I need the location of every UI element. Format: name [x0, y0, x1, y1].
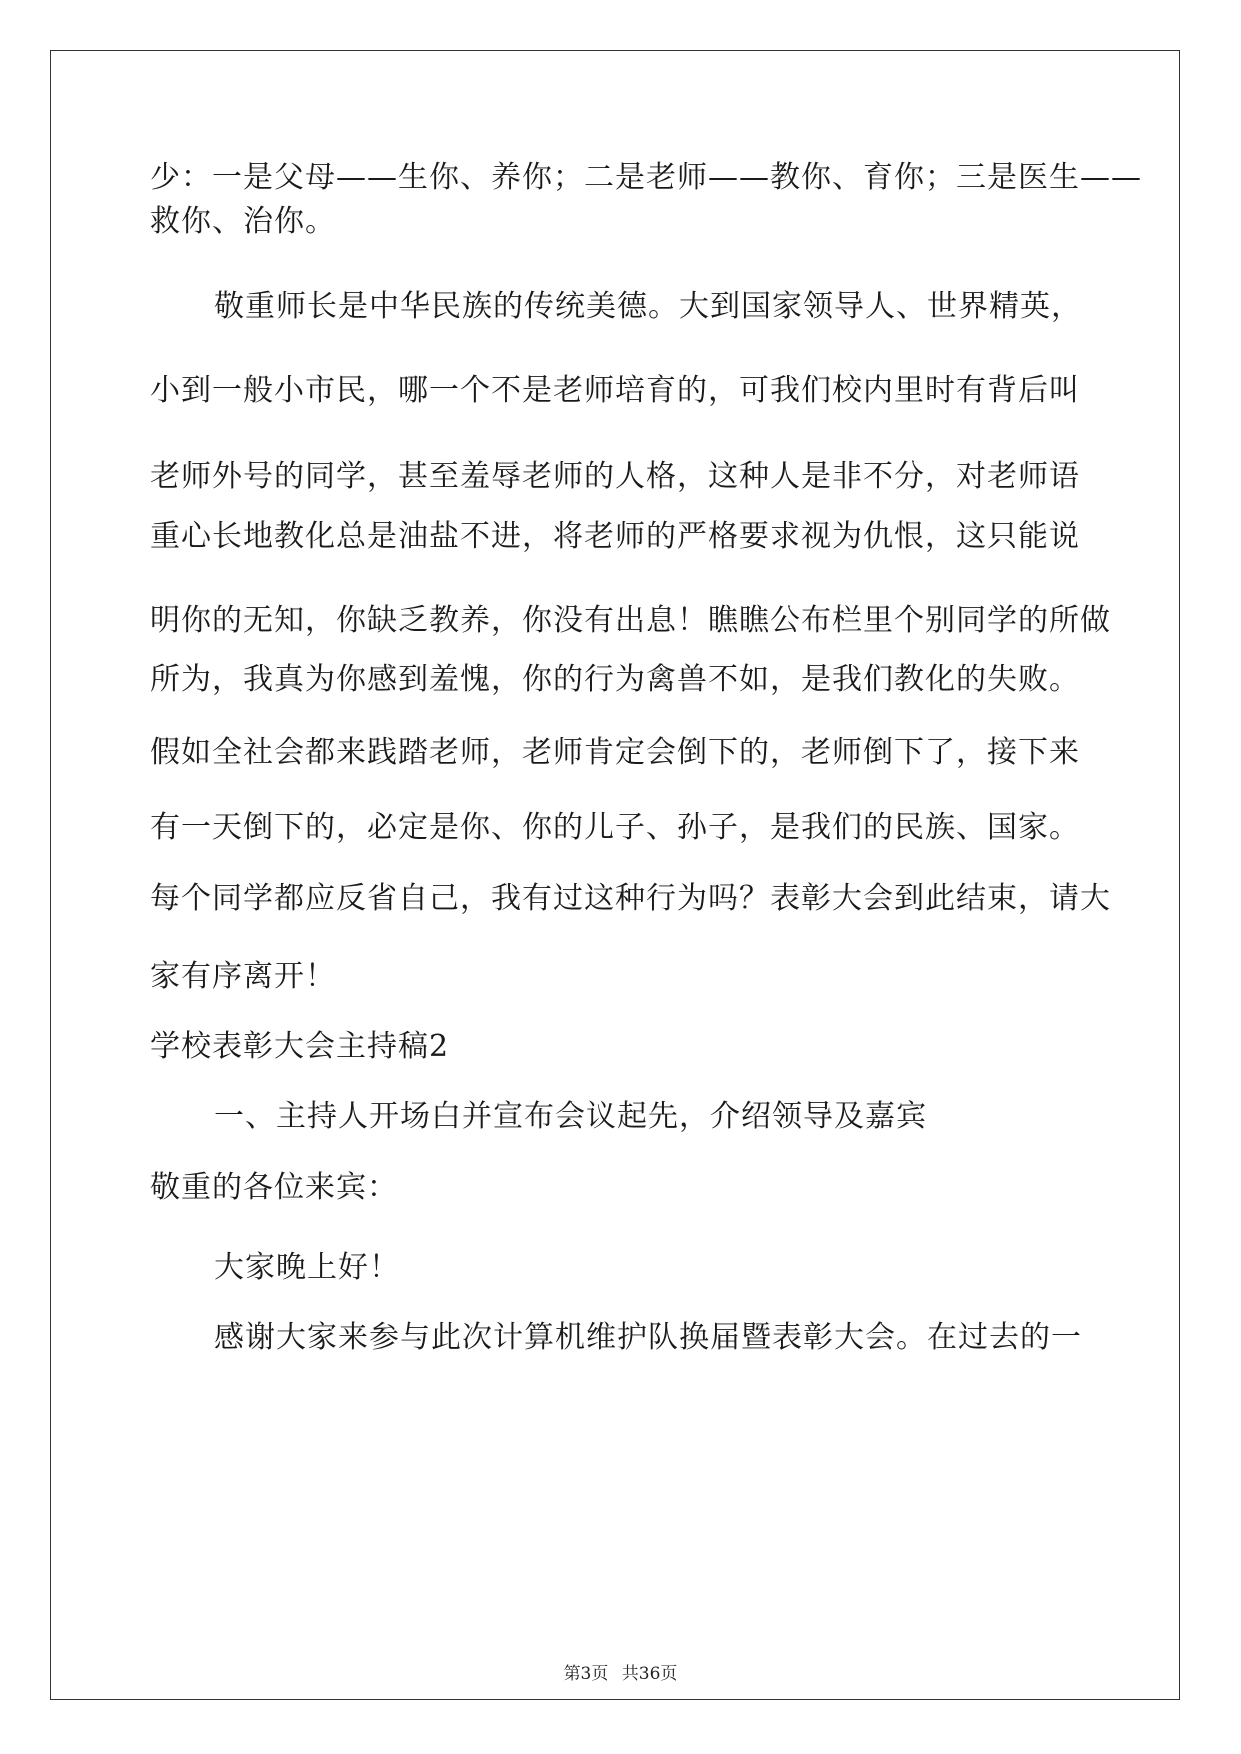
text-line: 每个同学都应反省自己，我有过这种行为吗？表彰大会到此结束，请大: [150, 881, 1111, 916]
page-footer: [0, 1664, 1241, 1684]
section-heading: 学校表彰大会主持稿2: [150, 1029, 450, 1064]
text-line: 重心长地教化总是油盐不进，将老师的严格要求视为仇恨，这只能说: [150, 519, 1080, 554]
salutation: 敬重的各位来宾：: [150, 1170, 398, 1205]
text-line: 少：一是父母——生你、养你；二是老师——教你、育你；三是医生——: [150, 160, 1142, 195]
text-line: 救你、治你。: [150, 204, 336, 239]
text-line: 小到一般小市民，哪一个不是老师培育的，可我们校内里时有背后叫: [150, 373, 1080, 408]
greeting: 大家晚上好！: [214, 1250, 400, 1285]
text-line: 家有序离开！: [150, 959, 336, 994]
page-number: 第3页: [563, 1664, 609, 1684]
text-line: 明你的无知，你缺乏教养，你没有出息！瞧瞧公布栏里个别同学的所做: [150, 603, 1111, 638]
text-line: 所为，我真为你感到羞愧，你的行为禽兽不如，是我们教化的失败。: [150, 662, 1080, 697]
agenda-item: 一、主持人开场白并宣布会议起先，介绍领导及嘉宾: [214, 1099, 927, 1134]
paragraph-start-line: 感谢大家来参与此次计算机维护队换届暨表彰大会。在过去的一: [214, 1320, 1082, 1355]
text-line: 假如全社会都来践踏老师，老师肯定会倒下的，老师倒下了，接下来: [150, 735, 1080, 770]
paragraph-start-line: 敬重师长是中华民族的传统美德。大到国家领导人、世界精英，: [214, 289, 1082, 324]
page-total: 共36页: [621, 1664, 678, 1684]
text-line: 老师外号的同学，甚至羞辱老师的人格，这种人是非不分，对老师语: [150, 459, 1080, 494]
text-line: 有一天倒下的，必定是你、你的儿子、孙子，是我们的民族、国家。: [150, 810, 1080, 845]
